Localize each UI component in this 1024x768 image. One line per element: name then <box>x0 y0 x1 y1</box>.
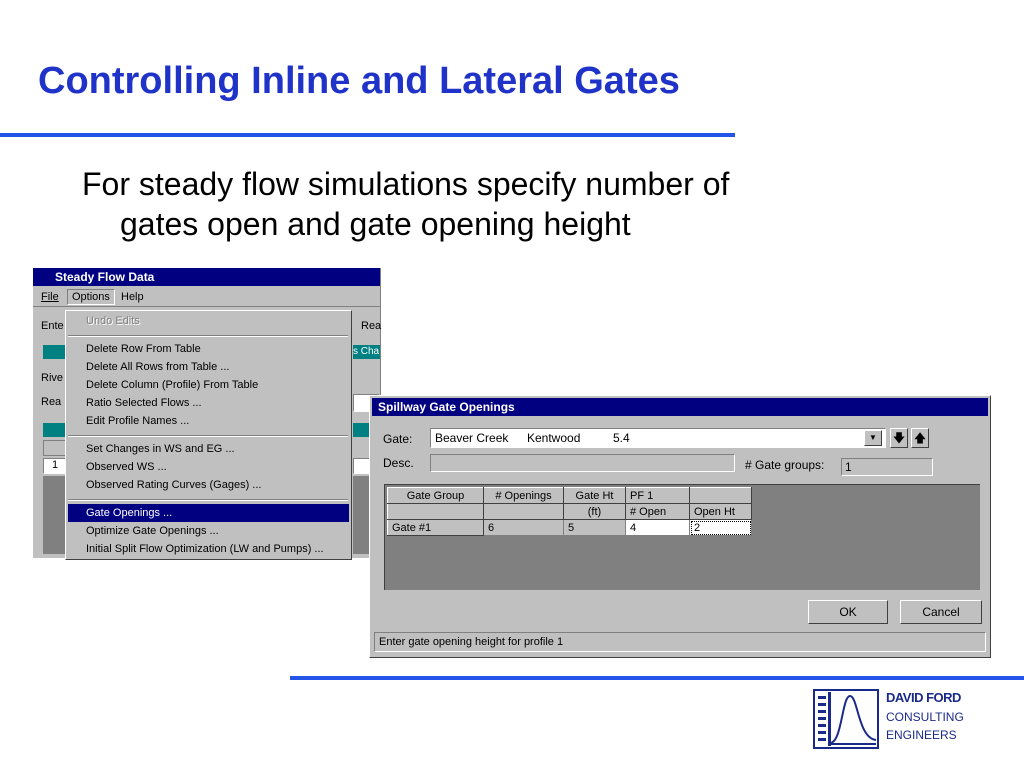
logo-line-2: CONSULTING <box>886 710 964 724</box>
chevron-down-icon[interactable]: ▼ <box>864 430 882 446</box>
subheader-blank-2 <box>484 504 564 520</box>
gate-reach: Kentwood <box>527 431 581 445</box>
menu-item-set-changes[interactable]: Set Changes in WS and EG ... <box>86 443 235 455</box>
menu-separator <box>68 335 348 337</box>
cell-gate-group: Gate #1 <box>388 520 484 536</box>
gate-label: Gate: <box>383 432 413 446</box>
menu-item-initial-split-flow[interactable]: Initial Split Flow Optimization (LW and Pumps) ... <box>86 543 324 555</box>
logo-mark-icon <box>812 688 882 750</box>
table-subheader-row <box>388 504 752 520</box>
menu-item-gate-openings[interactable]: Gate Openings ... <box>86 507 173 519</box>
spillway-gate-openings-dialog <box>369 395 991 658</box>
label-rea-right: Rea <box>361 320 382 332</box>
spillway-title: Spillway Gate Openings <box>378 400 515 414</box>
cell-openings[interactable]: 6 <box>484 520 564 536</box>
slide-title: Controlling Inline and Lateral Gates <box>38 60 680 102</box>
menu-item-observed-ws[interactable]: Observed WS ... <box>86 461 167 473</box>
desc-label: Desc. <box>383 456 414 470</box>
arrow-down-icon[interactable]: 🡇 <box>890 428 908 448</box>
menu-item-delete-column[interactable]: Delete Column (Profile) From Table <box>86 379 259 391</box>
cell-open-count[interactable]: 4 <box>626 520 690 536</box>
gate-station: 5.4 <box>613 431 630 445</box>
logo-line-1: DAVID FORD <box>886 690 961 705</box>
subheader-ft: (ft) <box>564 504 626 520</box>
label-rive: Rive <box>41 372 64 384</box>
menu-separator <box>68 435 348 437</box>
gate-select[interactable] <box>430 428 886 448</box>
table-row <box>388 520 752 536</box>
company-logo <box>812 688 962 750</box>
menu-item-delete-all-rows[interactable]: Delete All Rows from Table ... <box>86 361 230 373</box>
bullet-text <box>82 164 922 244</box>
menu-item-ratio-flows[interactable]: Ratio Selected Flows ... <box>86 397 202 409</box>
label-ente: Ente <box>41 320 64 332</box>
grid-row-1-left: 1 <box>43 458 67 474</box>
menu-item-delete-row[interactable]: Delete Row From Table <box>86 343 201 355</box>
menu-help[interactable]: Help <box>121 291 144 303</box>
status-bar: Enter gate opening height for profile 1 <box>374 632 986 652</box>
subheader-open-ht: Open Ht <box>690 504 752 520</box>
col-header-blank[interactable] <box>690 488 752 504</box>
col-header-openings[interactable]: # Openings <box>484 488 564 504</box>
spillway-title-bar[interactable] <box>372 398 988 416</box>
gate-river: Beaver Creek <box>435 431 509 445</box>
menu-item-observed-rating-curves[interactable]: Observed Rating Curves (Gages) ... <box>86 479 262 491</box>
menu-file[interactable]: File <box>41 291 59 303</box>
logo-line-3: ENGINEERS <box>886 728 957 742</box>
grid-header-left <box>43 440 67 456</box>
steady-flow-menubar <box>33 288 380 306</box>
steady-flow-title-bar[interactable] <box>33 268 380 286</box>
menu-separator <box>68 499 348 501</box>
menu-item-edit-profile-names[interactable]: Edit Profile Names ... <box>86 415 190 427</box>
gate-groups-field[interactable]: 1 <box>841 458 933 476</box>
cancel-button[interactable]: Cancel <box>900 600 982 624</box>
gate-openings-table <box>384 484 980 590</box>
grid-empty-left <box>43 476 67 554</box>
subheader-open: # Open <box>626 504 690 520</box>
bullet-line-1: For steady flow simulations specify number of <box>82 166 730 202</box>
teal-cell-left <box>43 345 67 359</box>
col-header-gate-group[interactable]: Gate Group <box>388 488 484 504</box>
cell-gate-ht[interactable]: 5 <box>564 520 626 536</box>
teal-cell-left-2 <box>43 423 67 437</box>
arrow-up-icon[interactable]: 🡅 <box>911 428 929 448</box>
bottom-divider <box>290 676 1024 680</box>
table-header-row <box>388 488 752 504</box>
col-header-gate-ht[interactable]: Gate Ht <box>564 488 626 504</box>
ok-button[interactable]: OK <box>808 600 888 624</box>
options-dropdown-menu <box>65 310 352 560</box>
bullet-line-2: gates open and gate opening height <box>120 206 631 242</box>
label-rea: Rea <box>41 396 62 408</box>
desc-field[interactable] <box>430 454 735 472</box>
gate-groups-label: # Gate groups: <box>745 458 825 472</box>
teal-cell-right: s Cha <box>353 346 380 357</box>
title-divider <box>0 133 735 137</box>
subheader-blank-1 <box>388 504 484 520</box>
steady-flow-title: Steady Flow Data <box>55 270 155 284</box>
menu-options[interactable]: Options <box>67 289 115 305</box>
cell-open-ht[interactable]: 2 <box>690 520 752 536</box>
col-header-pf1[interactable]: PF 1 <box>626 488 690 504</box>
menu-item-optimize-gate-openings[interactable]: Optimize Gate Openings ... <box>86 525 219 537</box>
menu-item-undo-edits[interactable]: Undo Edits <box>86 315 140 327</box>
